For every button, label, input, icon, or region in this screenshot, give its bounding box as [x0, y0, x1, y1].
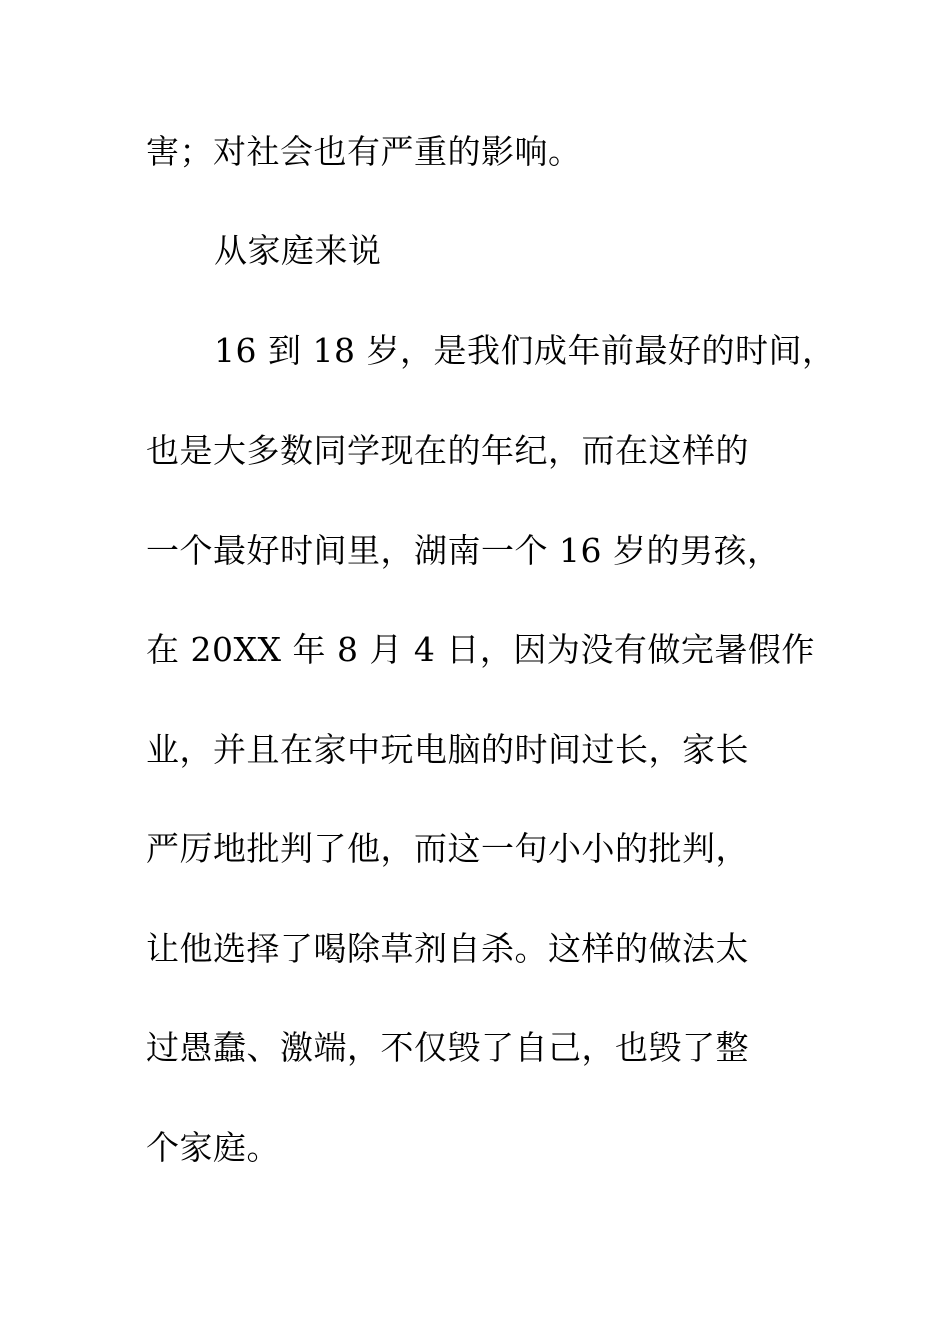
text-line: 过愚蠢、激端，不仅毁了自己，也毁了整: [146, 1028, 749, 1067]
text-line: 害；对社会也有严重的影响。: [146, 132, 582, 171]
text-line: 个家庭。: [146, 1128, 280, 1167]
section-heading: 从家庭来说: [214, 231, 382, 270]
text-line: 严厉地批判了他，而这一句小小的批判，: [146, 829, 749, 868]
text-line: 也是大多数同学现在的年纪，而在这样的: [146, 431, 749, 470]
text-line: 业，并且在家中玩电脑的时间过长，家长: [146, 730, 749, 769]
text-line: 16 到 18 岁，是我们成年前最好的时间，: [214, 331, 836, 370]
text-line: 一个最好时间里，湖南一个 16 岁的男孩，: [146, 531, 781, 570]
text-line: 让他选择了喝除草剂自杀。这样的做法太: [146, 929, 749, 968]
text-line: 在 20XX 年 8 月 4 日，因为没有做完暑假作: [146, 630, 815, 669]
